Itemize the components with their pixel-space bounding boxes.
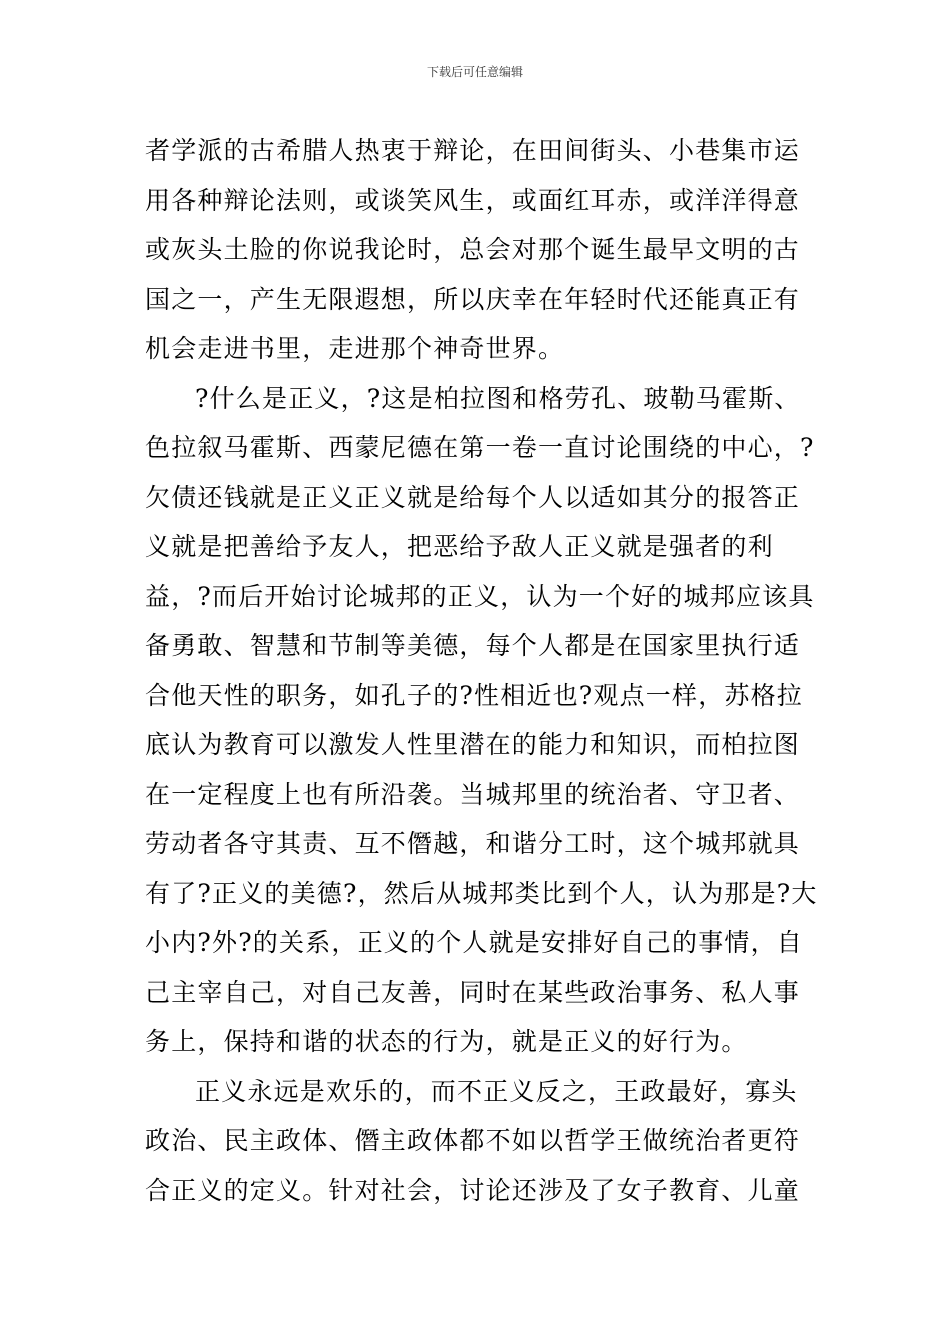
text-line: 政治、民主政体、僭主政体都不如以哲学王做统治者更符 [145,1126,801,1155]
document-body [145,126,818,1215]
text-line: 合正义的定义。针对社会，讨论还涉及了女子教育、儿童 [145,1175,801,1205]
text-line: 备勇敢、智慧和节制等美德，每个人都是在国家里执行适 [145,631,801,660]
text-line: 益，?而后开始讨论城邦的正义，认为一个好的城邦应该具 [145,581,815,611]
text-line: 在一定程度上也有所沿袭。当城邦里的统治者、守卫者、 [145,779,801,809]
text-line: 色拉叙马霍斯、西蒙尼德在第一卷一直讨论围绕的中心，? [145,433,815,462]
text-line: 或灰头土脸的你说我论时，总会对那个诞生最早文明的古 [145,235,801,264]
text-line: 者学派的古希腊人热衷于辩论，在田间街头、小巷集市运 [145,136,801,165]
text-line: 合他天性的职务，如孔子的?性相近也?观点一样，苏格拉 [145,680,804,710]
paragraph-first-line: 正义永远是欢乐的，而不正义反之，王政最好，寡头 [195,1076,798,1106]
text-line: 机会走进书里，走进那个神奇世界。 [145,334,565,363]
text-line: 务上，保持和谐的状态的行为，就是正义的好行为。 [145,1027,748,1056]
text-line: 用各种辩论法则，或谈笑风生，或面红耳赤，或洋洋得意 [145,185,801,215]
text-line: 国之一，产生无限遐想，所以庆幸在年轻时代还能真正有 [145,284,801,314]
text-line: 底认为教育可以激发人性里潜在的能力和知识，而柏拉图 [145,730,801,759]
text-line: 义就是把善给予友人，把恶给予敌人正义就是强者的利 [145,532,774,561]
text-line: 欠债还钱就是正义正义就是给每个人以适如其分的报答正 [145,482,801,512]
text-line: 小内?外?的关系，正义的个人就是安排好自己的事情，自 [145,928,804,957]
text-line: 劳动者各守其责、互不僭越，和谐分工时，这个城邦就具 [145,829,801,858]
page-header: 下载后可任意编辑 [426,65,523,79]
text-line: 有了?正义的美德?，然后从城邦类比到个人，认为那是?大 [145,878,818,908]
text-line: 己主宰自己，对自己友善，同时在某些政治事务、私人事 [145,977,801,1007]
paragraph-first-line: ?什么是正义，?这是柏拉图和格劳孔、玻勒马霍斯、 [195,383,801,413]
